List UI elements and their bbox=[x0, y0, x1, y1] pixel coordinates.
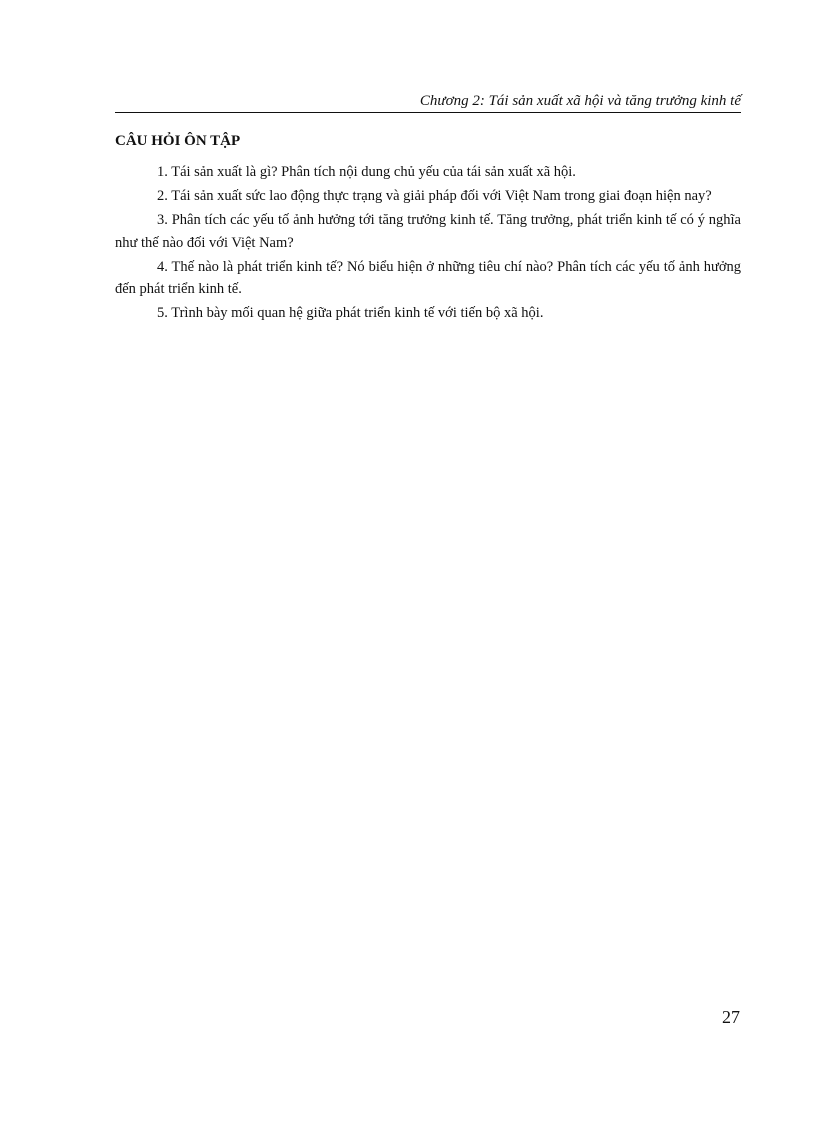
section-title: CÂU HỎI ÔN TẬP bbox=[115, 133, 241, 149]
header-divider bbox=[115, 112, 741, 113]
review-question-3: 3. Phân tích các yếu tố ảnh hưởng tới tăng trưởng kinh tế. Tăng trưởng, phát triển kinh tế có ý nghĩa như thế nào đối với Việt Nam? bbox=[115, 212, 741, 251]
running-header: Chương 2: Tái sản xuất xã hội và tăng trưởng kinh tế bbox=[419, 93, 741, 109]
review-question-4: 4. Thế nào là phát triển kinh tế? Nó biểu hiện ở những tiêu chí nào? Phân tích các yếu tố ảnh hưởng đến phát triển kinh tế. bbox=[115, 258, 741, 297]
review-question-1: 1. Tái sản xuất là gì? Phân tích nội dung chủ yếu của tái sản xuất xã hội. bbox=[157, 164, 576, 180]
page-number: 27 bbox=[722, 1007, 740, 1027]
review-question-5: 5. Trình bày mối quan hệ giữa phát triển kinh tế với tiến bộ xã hội. bbox=[157, 305, 544, 321]
review-question-list bbox=[115, 161, 741, 326]
review-question-2: 2. Tái sản xuất sức lao động thực trạng và giải pháp đối với Việt Nam trong giai đoạn hiện nay? bbox=[157, 188, 712, 204]
